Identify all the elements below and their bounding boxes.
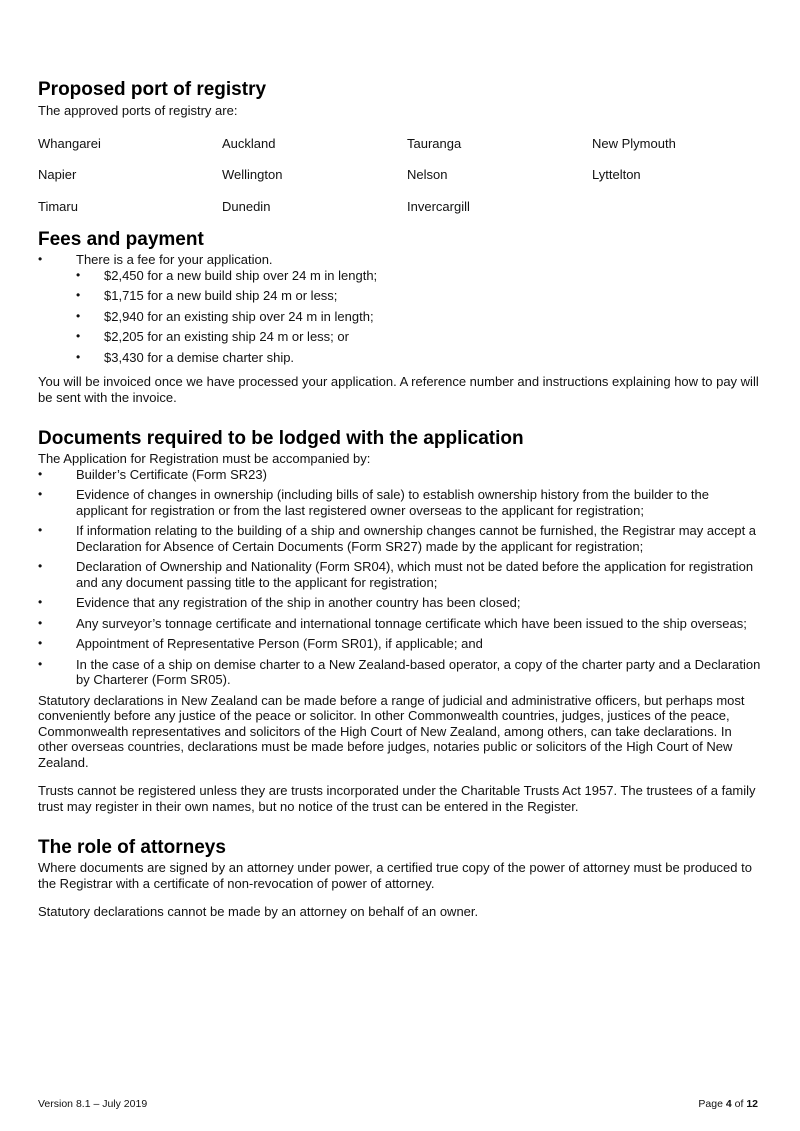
port-item: Invercargill — [407, 198, 470, 214]
page-current: 4 — [725, 1098, 732, 1110]
document-page — [38, 78, 762, 920]
fees-section — [38, 228, 762, 405]
attorneys-section — [38, 836, 762, 920]
fee-list — [38, 252, 762, 268]
documents-intro: The Application for Registration must be accompanied by: — [38, 451, 371, 466]
document-item: • Declaration of Ownership and Nationality (Form SR04), which must not be dated before the application for registration and any document passing title to the applicant for registration; — [38, 559, 762, 590]
attorneys-paragraph-2: Statutory declarations cannot be made by an attorney on behalf of an owner. — [38, 904, 479, 919]
page-of: of — [734, 1098, 744, 1110]
port-item: Napier — [38, 167, 77, 182]
port-item: Lyttelton — [592, 167, 641, 182]
documents-list — [38, 467, 762, 688]
attorneys-heading: The role of attorneys — [38, 837, 226, 858]
documents-heading: Documents required to be lodged with the application — [38, 428, 524, 449]
port-item: Tauranga — [407, 135, 462, 151]
document-item: • In the case of a ship on demise charter to a New Zealand-based operator, a copy of the charter party and a Declaration by Charterer (Form SR05). — [38, 657, 762, 688]
port-item: Auckland — [222, 135, 276, 151]
port-item: Wellington — [222, 167, 283, 182]
documents-section — [38, 427, 762, 814]
ports-section — [38, 78, 762, 214]
document-item: • Evidence of changes in ownership (including bills of sale) to establish ownership history from the builder to the applicant for registration or from the last registered owner overseas to the applicant for registration; — [38, 487, 762, 518]
port-item: Dunedin — [222, 198, 271, 214]
ports-grid — [38, 136, 762, 215]
version-label: Version 8.1 – July 2019 — [38, 1098, 148, 1110]
page-number — [698, 1098, 758, 1110]
fee-sub-list — [38, 268, 762, 366]
page-footer — [38, 1098, 758, 1110]
fee-main-bullet: • There is a fee for your application. — [38, 252, 762, 268]
document-item: • Any surveyor’s tonnage certificate and international tonnage certificate which have been issued to the ship overseas; — [38, 616, 762, 632]
fee-item: • $2,940 for an existing ship over 24 m in length; — [76, 309, 762, 325]
document-item: • Evidence that any registration of the ship in another country has been closed; — [38, 595, 762, 611]
ports-heading: Proposed port of registry — [38, 79, 267, 100]
document-item: • Builder’s Certificate (Form SR23) — [38, 467, 762, 483]
fee-item: • $2,205 for an existing ship 24 m or less; or — [76, 329, 762, 345]
fee-item: • $3,430 for a demise charter ship. — [76, 350, 762, 366]
statutory-declarations-note: Statutory declarations in New Zealand can be made before a range of judicial and administrative officers, but perhaps most conveniently before any justice of the peace or solicitor. In other Commonwealth countries, judges, justices of the peace, Commonwealth representatives and solicitors of the High Court of New Zealand, among others, can take declarations. In other overseas countries, declarations must be made before judges, notaries public or solicitors of the High Court of New Zealand. — [38, 692, 745, 770]
invoice-note: You will be invoiced once we have processed your application. A reference number and instructions explaining how to pay will be sent with the invoice. — [38, 374, 759, 405]
port-item: New Plymouth — [592, 135, 676, 151]
attorneys-paragraph-1: Where documents are signed by an attorney under power, a certified true copy of the power of attorney must be produced to the Registrar with a certificate of non-revocation of power of attorney. — [38, 860, 752, 891]
document-item: • Appointment of Representative Person (Form SR01), if applicable; and — [38, 636, 762, 652]
page-total: 12 — [746, 1098, 758, 1110]
port-item: Whangarei — [38, 135, 101, 151]
page-prefix: Page — [698, 1098, 723, 1110]
ports-intro: The approved ports of registry are: — [38, 103, 238, 118]
trusts-note: Trusts cannot be registered unless they are trusts incorporated under the Charitable Trusts Act 1957. The trustees of a family trust may register in their own names, but no notice of the trust can be entered in the Register. — [38, 783, 756, 814]
fee-item: • $2,450 for a new build ship over 24 m in length; — [76, 268, 762, 284]
fee-item: • $1,715 for a new build ship 24 m or less; — [76, 288, 762, 304]
port-item: Nelson — [407, 167, 448, 182]
fees-heading: Fees and payment — [38, 229, 204, 250]
port-item: Timaru — [38, 198, 78, 214]
document-item: • If information relating to the building of a ship and ownership changes cannot be furnished, the Registrar may accept a Declaration for Absence of Certain Documents (Form SR27) made by the applicant for registration; — [38, 523, 762, 554]
